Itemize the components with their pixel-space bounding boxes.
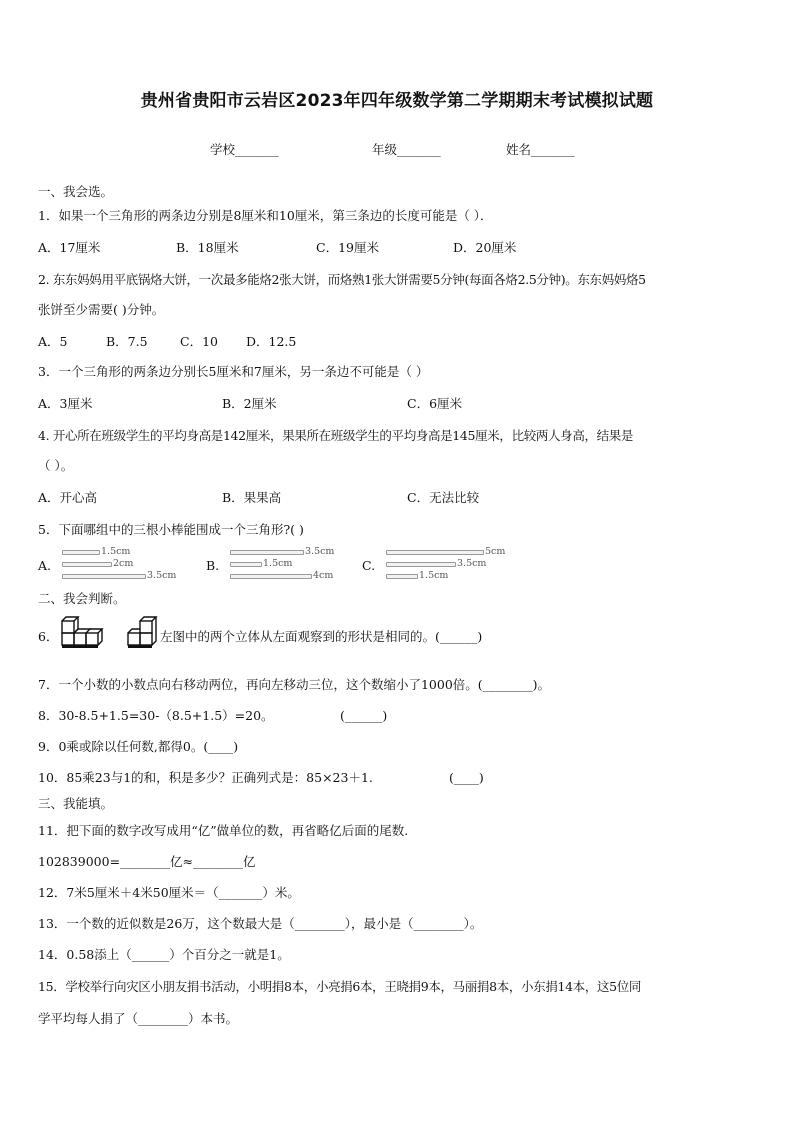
q10-answer-blank[interactable]: (____) — [449, 770, 484, 785]
question-11: 11．把下面的数字改写成用“亿”做单位的数，再省略亿后面的尾数. — [38, 823, 409, 838]
stick-length-label: 2cm — [113, 558, 134, 569]
q1-option-a[interactable]: A．17厘米 — [38, 240, 101, 255]
stick-length-label: 3.5cm — [457, 558, 487, 569]
question-11-expression: 102839000=________亿≈________亿 — [38, 854, 256, 869]
q1-option-d[interactable]: D．20厘米 — [453, 240, 517, 255]
page-title: 贵州省贵阳市云岩区2023年四年级数学第二学期期末考试模拟试题 — [140, 91, 654, 111]
question-14: 14．0.58添上（______）个百分之一就是1。 — [38, 947, 290, 962]
stick — [62, 574, 146, 579]
question-6-number: 6． — [38, 629, 59, 644]
q2-option-c[interactable]: C．10 — [180, 334, 218, 349]
q3-option-c[interactable]: C．6厘米 — [407, 396, 463, 411]
school-field: 学校_______ — [210, 142, 279, 157]
q5-option-c[interactable]: C. — [362, 558, 376, 573]
q5-option-a[interactable]: A. — [38, 558, 52, 573]
stick-length-label: 4cm — [313, 570, 334, 581]
q2-option-b[interactable]: B．7.5 — [106, 334, 148, 349]
question-15-line-1: 15．学校举行向灾区小朋友捐书活动，小明捐8本，小亮捐6本，王晓捐9本，马丽捐8本，小东捐14本，这5位同 — [38, 979, 642, 994]
question-3: 3．一个三角形的两条边分别长5厘米和7厘米，另一条边不可能是（ ） — [38, 364, 429, 379]
q4-option-b[interactable]: B．果果高 — [222, 490, 282, 505]
question-6-text: 左图中的两个立体从左面观察到的形状是相同的。(______) — [160, 629, 483, 644]
grade-field: 年级_______ — [372, 142, 441, 157]
question-15-line-2: 学平均每人捐了（________）本书。 — [38, 1011, 239, 1026]
section-heading-1: 一、我会选。 — [38, 184, 114, 199]
stick-length-label: 3.5cm — [305, 546, 335, 557]
stick — [62, 562, 112, 567]
stick — [230, 550, 304, 555]
q3-option-b[interactable]: B．2厘米 — [222, 396, 277, 411]
stick-length-label: 1.5cm — [101, 546, 131, 557]
stick — [230, 562, 262, 567]
q1-option-b[interactable]: B．18厘米 — [176, 240, 239, 255]
stick-length-label: 3.5cm — [147, 570, 177, 581]
stick — [62, 550, 100, 555]
q5-sticks-a — [60, 547, 190, 583]
q5-option-b[interactable]: B. — [206, 558, 220, 573]
stick — [386, 562, 456, 567]
question-7: 7．一个小数的小数点向右移动两位，再向左移动三位，这个数缩小了1000倍。(________)。 — [38, 677, 551, 692]
q1-option-c[interactable]: C．19厘米 — [316, 240, 379, 255]
question-4-line-1: 4. 开心所在班级学生的平均身高是142厘米，果果所在班级学生的平均身高是145厘米，比较两人身高，结果是 — [38, 428, 634, 443]
question-1: 1．如果一个三角形的两条边分别是8厘米和10厘米，第三条边的长度可能是（ ）． — [38, 208, 493, 223]
question-10: 10．85乘23与1的和，积是多少？正确列式是：85×23＋1. — [38, 770, 373, 785]
stick — [386, 574, 418, 579]
q2-option-d[interactable]: D．12.5 — [246, 334, 297, 349]
stick — [230, 574, 312, 579]
stick-length-label: 1.5cm — [263, 558, 293, 569]
q3-option-a[interactable]: A．3厘米 — [38, 396, 93, 411]
question-13: 13．一个数的近似数是26万，这个数最大是（________），最小是（________）。 — [38, 916, 483, 931]
cube-figure-2-icon — [122, 616, 160, 656]
question-2-line-1: 2. 东东妈妈用平底锅烙大饼，一次最多能烙2张大饼，而烙熟1张大饼需要5分钟(每面各烙2.5分钟)。东东妈妈烙5 — [38, 272, 646, 287]
question-2-line-2: 张饼至少需要( )分钟。 — [38, 302, 165, 317]
q2-option-a[interactable]: A．5 — [38, 334, 68, 349]
question-4-line-2: （ ）。 — [38, 458, 74, 473]
cube-figure-1-icon — [60, 616, 104, 656]
question-12: 12．7米5厘米＋4米50厘米＝（_______）米。 — [38, 885, 300, 900]
section-heading-3: 三、我能填。 — [38, 796, 114, 811]
question-5: 5．下面哪组中的三根小棒能围成一个三角形?( ) — [38, 522, 304, 537]
question-8: 8．30-8.5+1.5=30-（8.5+1.5）=20。 — [38, 708, 274, 723]
q5-sticks-c — [384, 547, 524, 583]
q4-option-a[interactable]: A．开心高 — [38, 490, 98, 505]
question-9: 9．0乘或除以任何数,都得0。(____) — [38, 739, 239, 754]
q8-answer-blank[interactable]: (______) — [340, 708, 388, 723]
stick-length-label: 5cm — [485, 546, 506, 557]
q4-option-c[interactable]: C．无法比较 — [407, 490, 480, 505]
name-field: 姓名_______ — [506, 142, 575, 157]
q5-sticks-b — [228, 547, 348, 583]
stick — [386, 550, 484, 555]
section-heading-2: 二、我会判断。 — [38, 591, 126, 606]
stick-length-label: 1.5cm — [419, 570, 449, 581]
